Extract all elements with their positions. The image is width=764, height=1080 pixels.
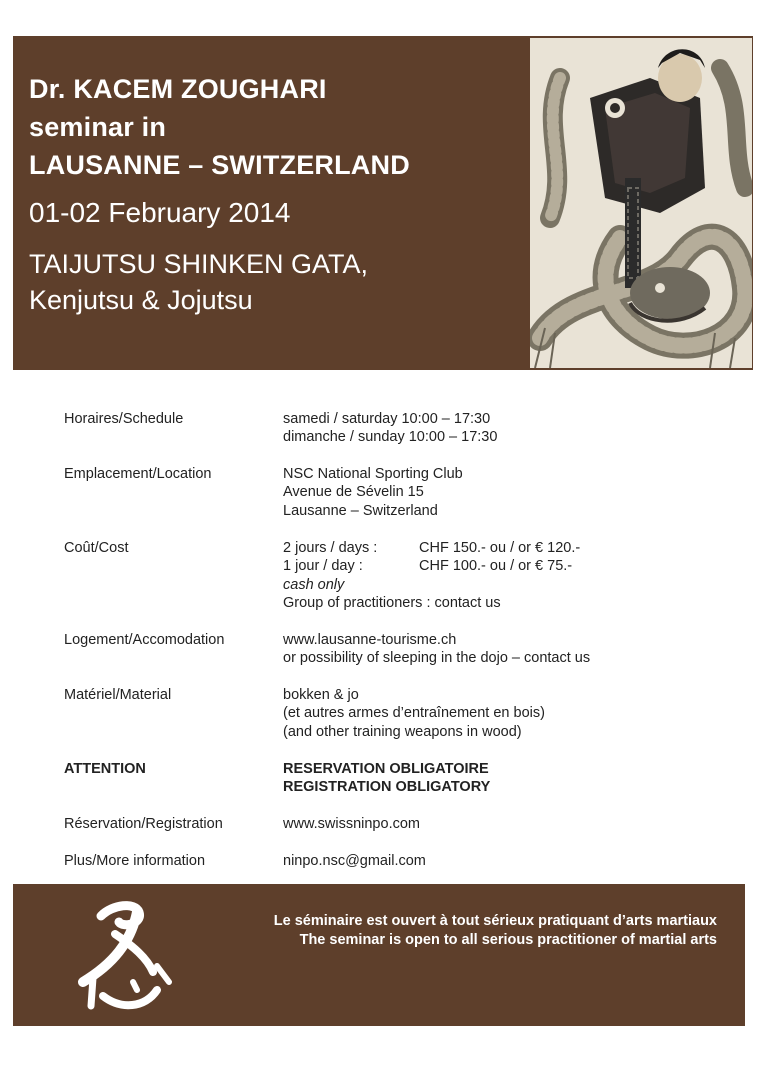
accommodation-label: Logement/Accomodation — [64, 632, 225, 648]
subtitle-line-1: TAIJUTSU SHINKEN GATA, — [29, 249, 369, 279]
material-value — [283, 686, 684, 741]
header-banner — [13, 36, 753, 370]
attention-line-2: REGISTRATION OBLIGATORY — [283, 779, 491, 796]
calligraphy-logo — [73, 894, 183, 1014]
event-title-line-2: seminar in — [29, 112, 167, 142]
schedule-value — [283, 410, 684, 447]
registration-row — [64, 815, 684, 852]
registration-value — [283, 815, 684, 833]
location-value — [283, 465, 684, 520]
footer-text — [274, 912, 717, 950]
attention-value — [283, 760, 684, 797]
registration-label: Réservation/Registration — [64, 816, 223, 832]
attention-row — [64, 760, 684, 815]
material-row — [64, 686, 684, 760]
location-label: Emplacement/Location — [64, 466, 212, 482]
material-line-3: (and other training weapons in wood) — [283, 723, 522, 740]
cost-two-days-label: 2 jours / days : — [283, 540, 378, 556]
seminar-details — [64, 410, 684, 872]
cost-one-day — [283, 557, 684, 575]
attention-label: ATTENTION — [64, 761, 146, 777]
cost-cash-only: cash only — [283, 576, 345, 593]
header-text — [29, 70, 529, 318]
schedule-sunday: dimanche / sunday 10:00 – 17:30 — [283, 429, 498, 446]
accommodation-row — [64, 631, 684, 686]
more-info-row — [64, 852, 684, 872]
location-row — [64, 465, 684, 539]
footer-line-en: The seminar is open to all serious practitioner of martial arts — [299, 932, 717, 948]
cost-group: Group of practitioners : contact us — [283, 595, 501, 612]
more-info-label: Plus/More information — [64, 853, 206, 869]
material-line-1: bokken & jo — [283, 687, 359, 703]
cost-value — [283, 539, 684, 613]
location-line-1: NSC National Sporting Club — [283, 466, 463, 482]
more-info-value — [283, 852, 684, 870]
material-line-2: (et autres armes d’entraînement en bois) — [283, 705, 545, 722]
accommodation-link[interactable]: www.lausanne-tourisme.ch — [283, 632, 457, 648]
cost-two-days — [283, 539, 684, 557]
footer-banner — [13, 884, 745, 1026]
contact-email-link[interactable]: ninpo.nsc@gmail.com — [283, 853, 426, 869]
cost-two-days-price: CHF 150.- ou / or € 120.- — [419, 540, 581, 556]
event-title-line-3: LAUSANNE – SWITZERLAND — [29, 150, 410, 180]
location-line-3: Lausanne – Switzerland — [283, 502, 438, 519]
location-line-2: Avenue de Sévelin 15 — [283, 484, 424, 501]
schedule-row — [64, 410, 684, 465]
cost-label: Coût/Cost — [64, 540, 129, 556]
cost-one-day-price: CHF 100.- ou / or € 75.- — [419, 558, 573, 575]
material-label: Matériel/Material — [64, 687, 172, 703]
cost-row — [64, 539, 684, 631]
attention-line-1: RESERVATION OBLIGATOIRE — [283, 761, 489, 777]
event-date: 01-02 February 2014 — [29, 197, 291, 228]
event-subtitle — [29, 246, 529, 318]
accommodation-value — [283, 631, 684, 668]
registration-link[interactable]: www.swissninpo.com — [283, 816, 420, 832]
schedule-label: Horaires/Schedule — [64, 411, 184, 427]
accommodation-dojo-note: or possibility of sleeping in the dojo – contact us — [283, 650, 591, 667]
cost-one-day-label: 1 jour / day : — [283, 558, 363, 575]
woodblock-print-samurai-serpent-image — [530, 38, 752, 368]
footer-line-fr: Le séminaire est ouvert à tout sérieux pratiquant d’arts martiaux — [273, 913, 717, 929]
subtitle-line-2: Kenjutsu & Jojutsu — [29, 285, 253, 315]
schedule-saturday: samedi / saturday 10:00 – 17:30 — [283, 411, 491, 427]
event-title-line-1: Dr. KACEM ZOUGHARI — [29, 74, 327, 104]
